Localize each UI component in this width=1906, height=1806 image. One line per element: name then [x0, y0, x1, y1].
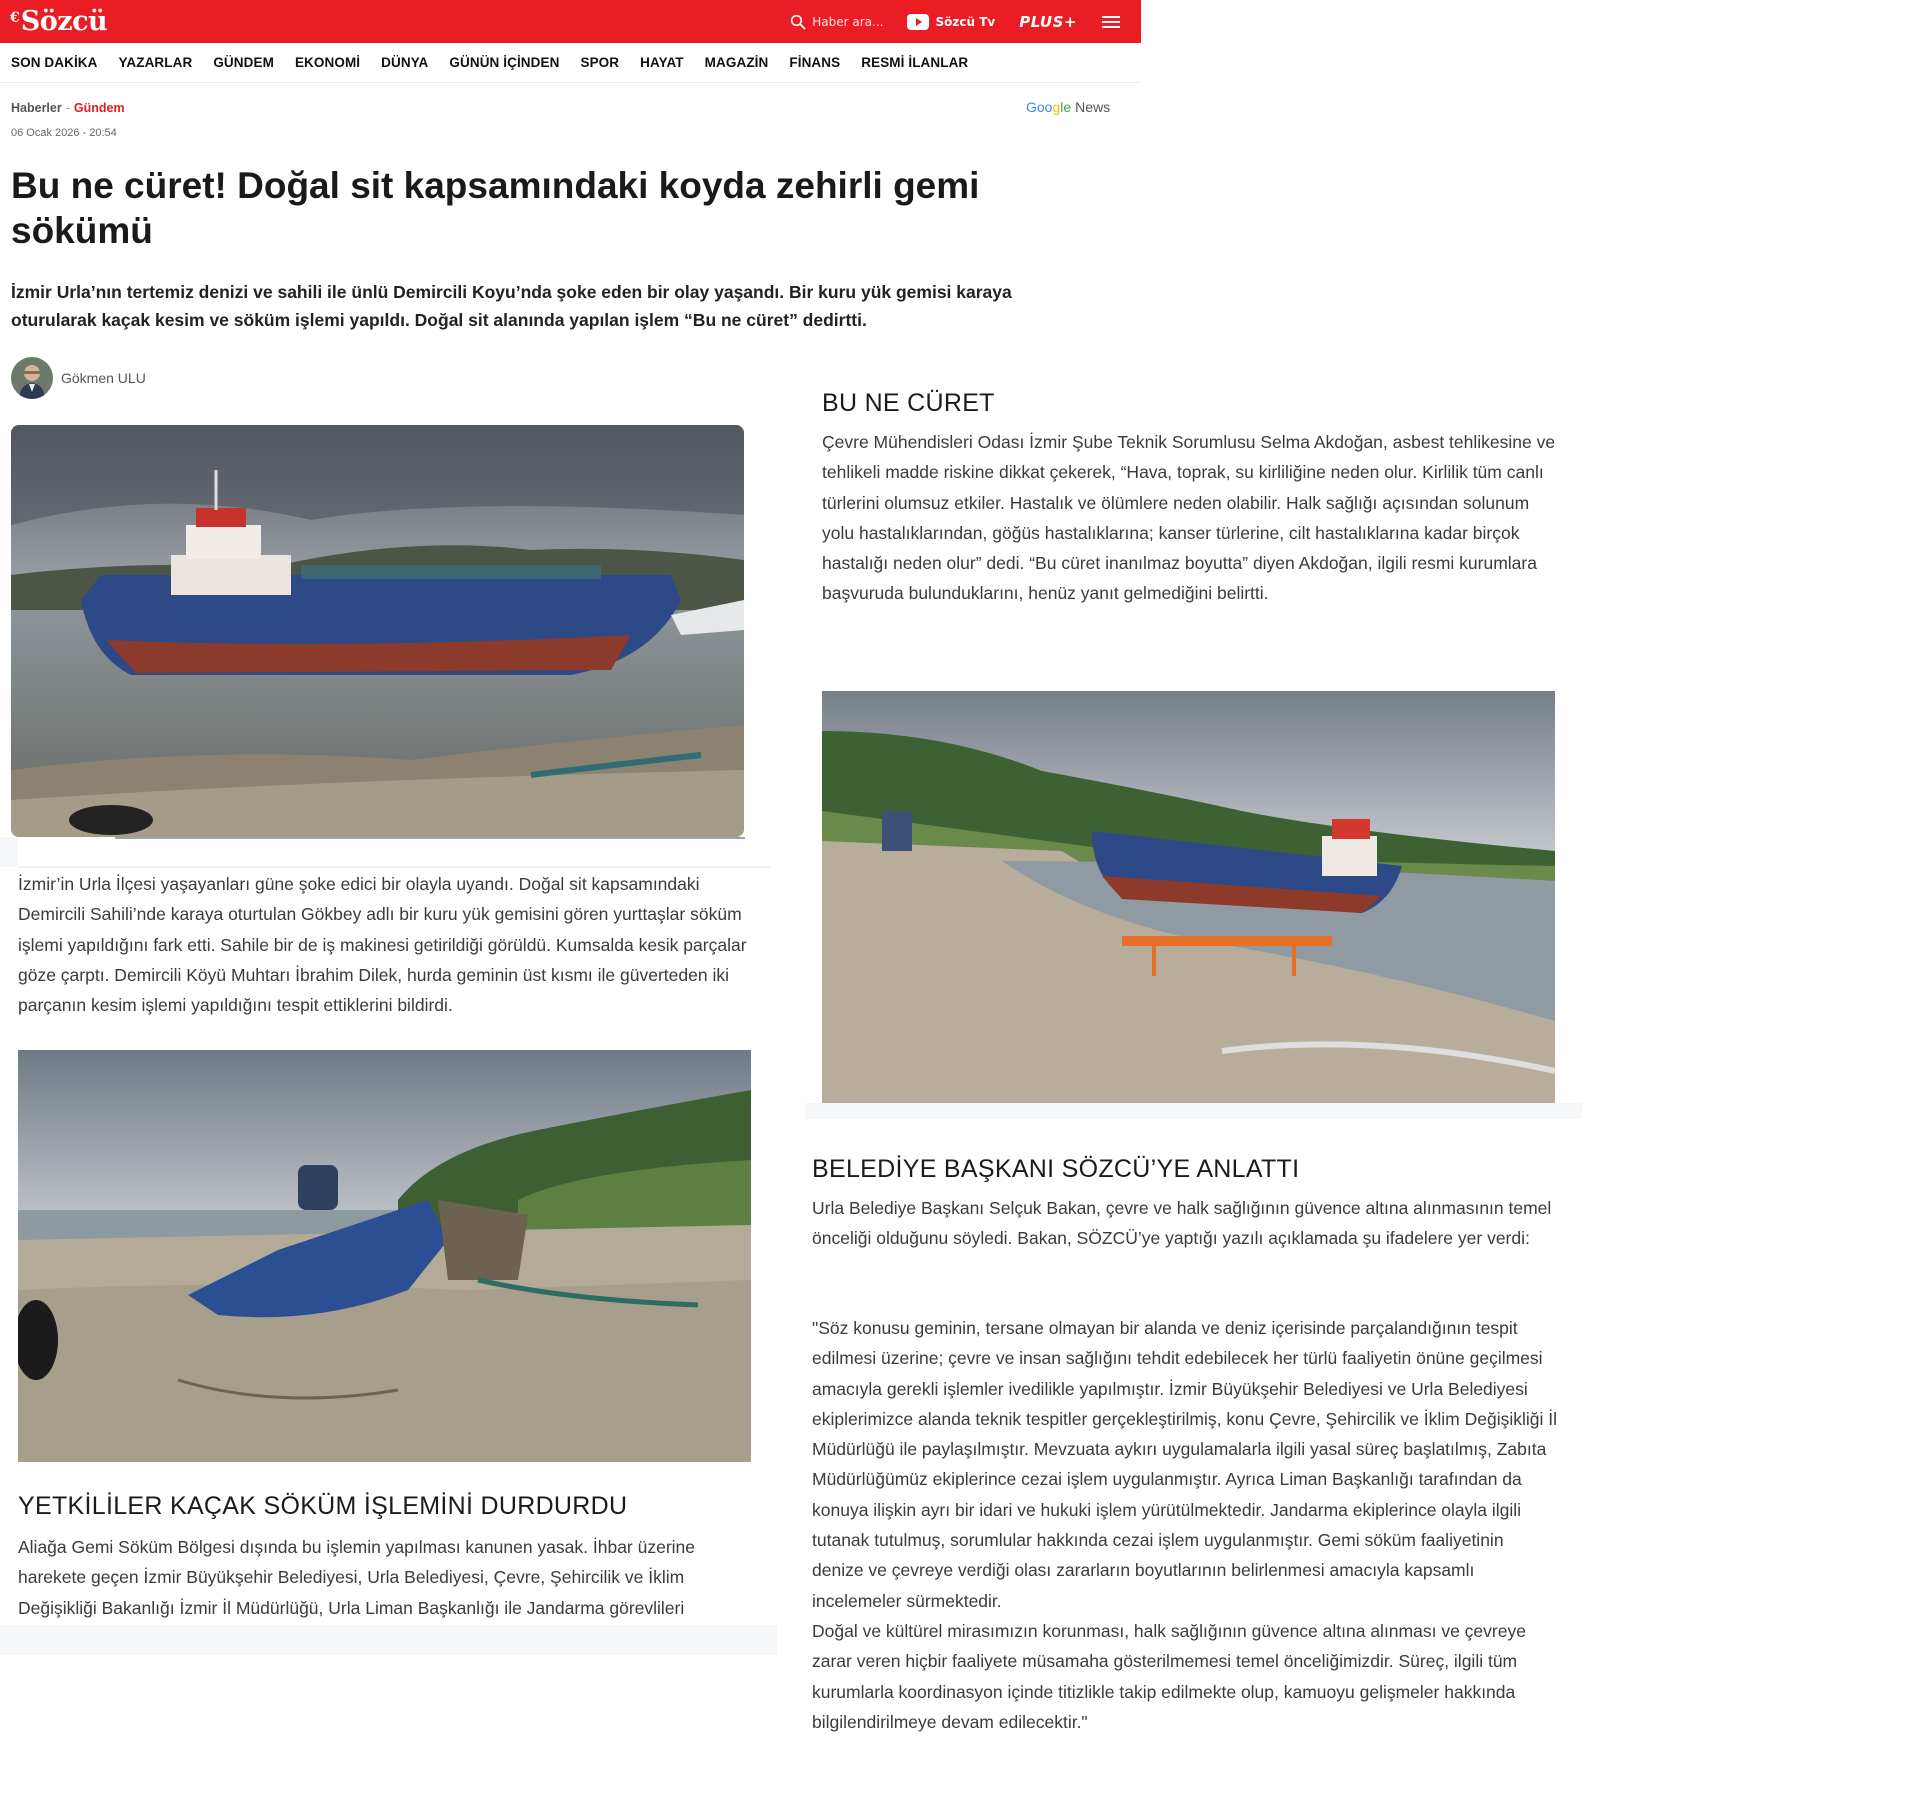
main-navigation [0, 43, 1141, 83]
nav-yazarlar[interactable]: YAZARLAR [118, 55, 193, 70]
breadcrumb [11, 101, 125, 115]
bottom-fade-left [0, 1625, 777, 1655]
image-caption-divider [115, 837, 745, 839]
menu-button[interactable] [1101, 14, 1121, 30]
nav-finans[interactable]: FİNANS [789, 55, 841, 70]
image-bottom-shade [805, 1103, 1582, 1119]
google-news-label: News [1075, 99, 1111, 115]
nav-hayat[interactable]: HAYAT [640, 55, 684, 70]
author-avatar [11, 357, 53, 399]
section-heading-bu-ne-curet: BU NE CÜRET [822, 389, 995, 417]
section-heading-yetkililer: YETKİLİLER KAÇAK SÖKÜM İŞLEMİNİ DURDURDU [18, 1492, 628, 1520]
left-margin-shade [0, 837, 18, 867]
nav-ekonomi[interactable]: EKONOMİ [294, 55, 361, 70]
hamburger-menu-icon [1101, 14, 1121, 30]
publish-date: 06 Ocak 2026 - 20:54 [11, 127, 117, 139]
ship-photo-2 [18, 1050, 751, 1462]
top-header-bar [0, 0, 1141, 43]
author-byline[interactable] [11, 357, 146, 399]
breadcrumb-separator: - [65, 101, 70, 115]
nav-son-dakika[interactable]: SON DAKİKA [11, 55, 98, 70]
search-box[interactable] [790, 14, 883, 30]
logo-mark-icon: € [10, 10, 20, 26]
search-placeholder: Haber ara... [812, 14, 884, 29]
belediye-quote-part-2: Doğal ve kültürel mirasımızın korunması, halk sağlığının güvence altına alınması ve çevreye zarar veren hiçbir faaliyete müsamaha gösterilmemesi temel önceliğimizdir. Süreç, ilgili tüm kurumlarla koordinasyon içinde titizlikle takip edilmekte olup, kamuoyu gelişmeler hakkında bilgilendirilmeye devam edilecektir." [812, 1620, 1526, 1732]
author-name: Gökmen ULU [61, 370, 146, 386]
tv-label: Sözcü Tv [935, 14, 996, 29]
ship-photo-1 [11, 425, 744, 837]
belediye-quote-part-1: "Söz konusu geminin, tersane olmayan bir alanda ve deniz içerisinde parçalandığının tespit edilmesi üzerine; çevre ve insan sağlığını tehdit edebilecek her türlü faaliyetin önüne geçilmesi amacıyla gerekli işlemler ivedilikle yapılmıştır. İzmir Büyükşehir Belediyesi ve Urla Belediyesi ekiplerimizce alanda teknik tespitler gerçekleştirilmiş, konu Çevre, Şehircilik ve İklim Değişikliği İl Müdürlüğü ile paylaşılmıştır. Mevzuata aykırı uygulamalarla ilgili yasal süreç başlatılmış, Zabıta Müdürlüğümüz ekiplerince cezai işlem uygulanmıştır. Ayrıca Liman Başkanlığı tarafından da konuya ilişkin ayrı bir idari ve hukuki işlem yürütülmektedir. Jandarma ekiplerince olayla ilgili tutanak tutulmuş, sorumlular hakkında cezai işlem uygulanmıştır. Gemi söküm faaliyetinin denize ve çevreye verdiği olası zararların boyutlarının belirlenmesi amacıyla kapsamlı incelemeler sürmektedir. [812, 1318, 1557, 1611]
google-news-link[interactable] [1026, 99, 1110, 115]
nav-gundem[interactable]: GÜNDEM [213, 55, 274, 70]
section-heading-belediye-baskani: BELEDİYE BAŞKANI SÖZCÜ’YE ANLATTI [812, 1155, 1300, 1183]
nav-spor[interactable]: SPOR [580, 55, 620, 70]
plus-link[interactable]: PLUS+ [1019, 12, 1077, 31]
sozcu-logo[interactable] [10, 3, 107, 39]
nav-gunun-icinden[interactable]: GÜNÜN İÇİNDEN [449, 55, 560, 70]
breadcrumb-category[interactable]: Gündem [73, 101, 125, 115]
logo-text: Sözcü [20, 5, 108, 37]
sozcu-tv-link[interactable] [907, 14, 995, 30]
article-paragraph-1: İzmir’in Urla İlçesi yaşayanları güne şoke edici bir olayla uyandı. Doğal sit kapsamındaki Demircili Sahili’nde karaya oturtulan Gökbey adlı bir kuru yük gemisini gören yurttaşlar söküm işlemi yapıldığını fark etti. Sahile bir de iş makinesi getirildiği görüldü. Kumsalda kesik parçalar göze çarptı. Demircili Köyü Muhtarı İbrahim Dilek, hurda geminin üst kısmı ile güverteden iki parçanın kesim işlemi yapıldığını tespit ettiklerini bildirdi. [18, 874, 747, 1016]
ship-photo-3 [822, 691, 1555, 1103]
section-text-bu-ne-curet: Çevre Mühendisleri Odası İzmir Şube Teknik Sorumlusu Selma Akdoğan, asbest tehlikesine ve tehlikeli madde riskine dikkat çekerek, “Hava, toprak, su kirliliğine neden olur. Kirlilik tüm canlı türlerini olumsuz etkiler. Hastalık ve ölümlere neden olabilir. Halk sağlığı açısından solunum yolu hastalıklarından, göğüs hastalıklarına; kanser türlerine, cilt hastalıklarına kadar birçok hastalığı neden olur” dedi. “Bu cüret inanılmaz boyutta” diyen Akdoğan, ilgili resmi kurumlara başvuruda bulunduklarını, henüz yanıt gelmediğini belirtti. [822, 432, 1556, 604]
article-title: Bu ne cüret! Doğal sit kapsamındaki koyda zehirli gemi sökümü [11, 165, 980, 251]
breadcrumb-home[interactable]: Haberler [11, 101, 62, 115]
nav-magazin[interactable]: MAGAZİN [704, 55, 769, 70]
content-divider [18, 866, 770, 868]
nav-resmi-ilanlar[interactable]: RESMİ İLANLAR [861, 55, 969, 70]
article-lead: İzmir Urla’nın tertemiz denizi ve sahili ile ünlü Demircili Koyu’nda şoke eden bir olay yaşandı. Bir kuru yük gemisi karaya oturularak kaçak kesim ve söküm işlemi yapıldı. Doğal sit alanında yapılan işlem “Bu ne cüret” dedirtti. [11, 282, 1012, 330]
section-text-yetkililer: Aliağa Gemi Söküm Bölgesi dışında bu işlemin yapılması kanunen yasak. İhbar üzerine harekete geçen İzmir Büyükşehir Belediyesi, Urla Belediyesi, Çevre, Şehircilik ve İklim Değişikliği Bakanlığı İzmir İl Müdürlüğü, Urla Liman Başkanlığı ile Jandarma görevlileri [18, 1537, 696, 1618]
section-text-belediye-quote [812, 1313, 1557, 1737]
youtube-play-icon [907, 14, 929, 30]
nav-dunya[interactable]: DÜNYA [381, 55, 429, 70]
google-news-logo: Google [1026, 99, 1072, 115]
section-text-belediye-1: Urla Belediye Başkanı Selçuk Bakan, çevre ve halk sağlığının güvence altına alınmasının temel önceliği olduğunu söyledi. Bakan, SÖZCÜ’ye yaptığı yazılı açıklamada şu ifadelere yer verdi: [812, 1198, 1552, 1249]
search-icon [790, 14, 806, 30]
